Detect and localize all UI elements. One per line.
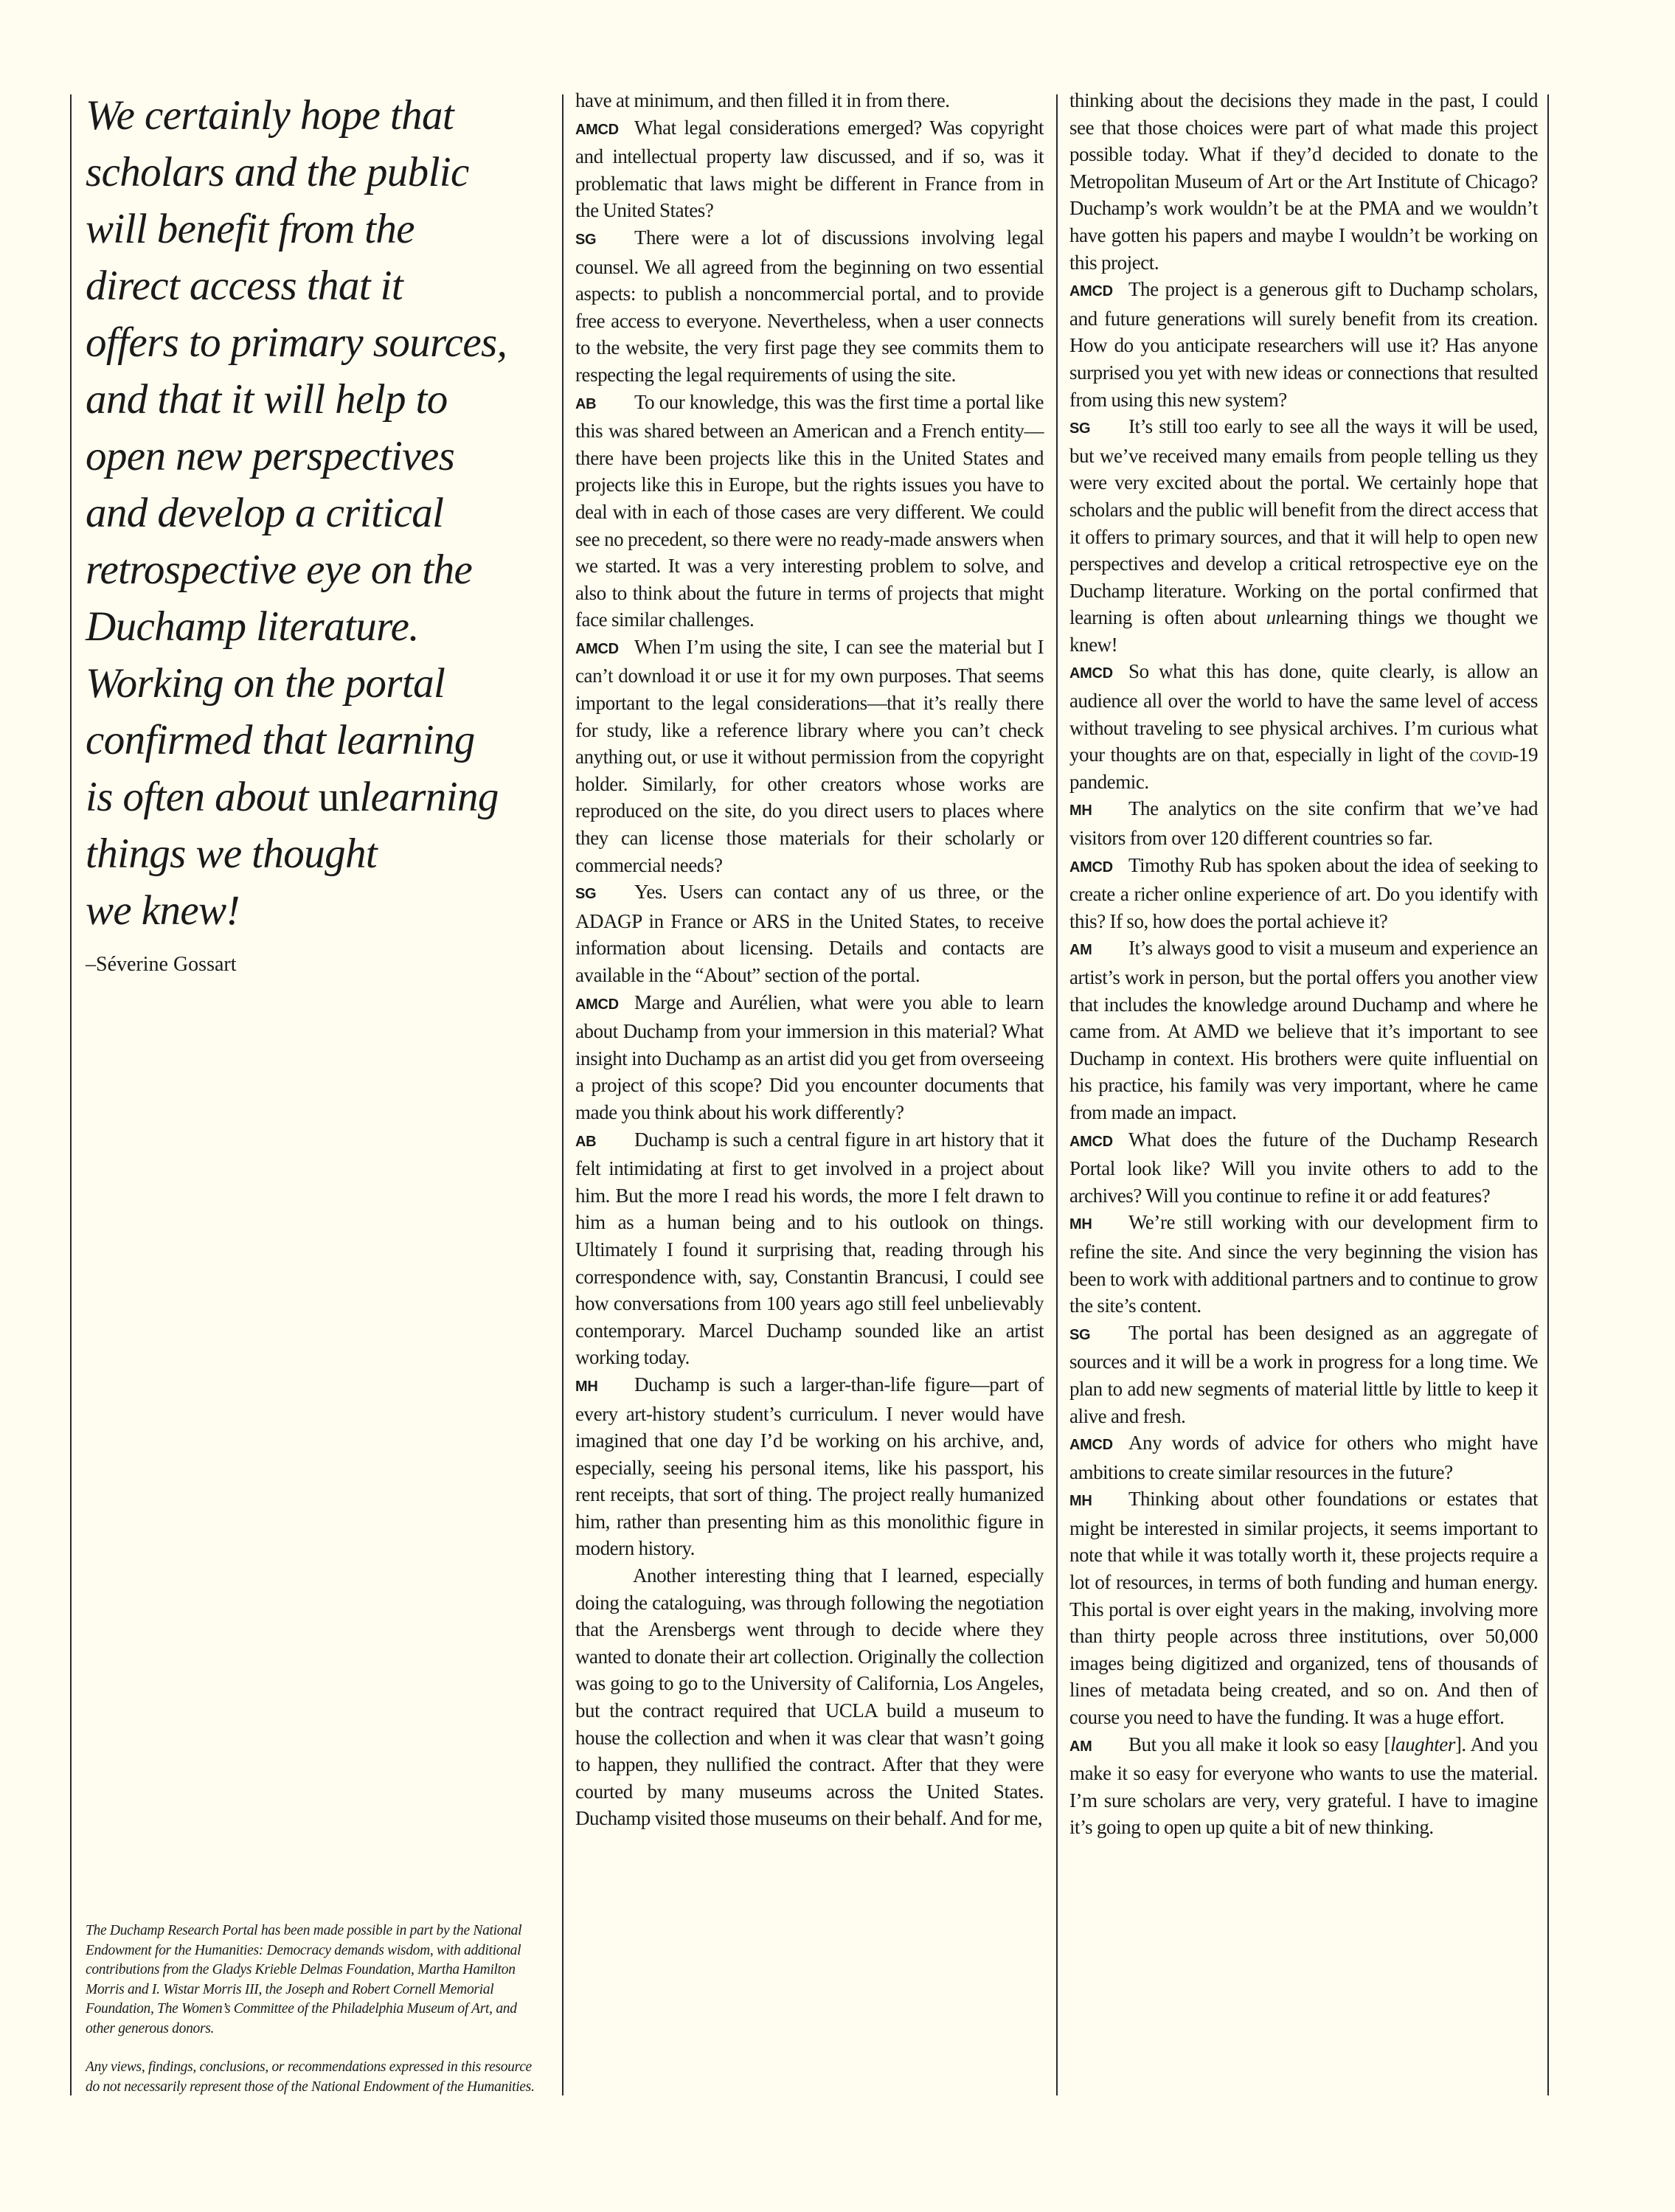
speaker-initials: MH — [1069, 1216, 1092, 1233]
speaker-initials: AMCD — [1069, 1437, 1113, 1454]
interview-turn — [1069, 935, 1538, 1126]
interview-turn — [1069, 1209, 1538, 1319]
pull-quote-line: open new perspectives — [86, 433, 455, 479]
turn-text: So what this has done, quite clearly, is allow an audience all over the world to have the same level of access without traveling to see physical archives. I’m curious what your thoughts are on that, especially in light of the — [1069, 660, 1538, 766]
pull-quote-line: Working on the portal — [86, 660, 445, 707]
speaker-initials: AM — [1069, 1738, 1092, 1755]
speaker-initials: AMCD — [575, 121, 619, 138]
continuation-text: thinking about the decisions they made in the past, I could see that those choices were part of what made this project possible today. What if they’d decided to donate to the Metropolitan Museum of Art or the Art Institute of Chicago? Duchamp’s work wouldn’t be at the PMA and we wouldn’t have gotten his papers and maybe I wouldn’t be working on this project. — [1069, 89, 1538, 274]
interview-turn — [1069, 852, 1538, 935]
emphasis-text: laughter — [1390, 1733, 1455, 1755]
speaker-initials: AMCD — [575, 640, 619, 657]
interview-turn — [575, 224, 1044, 389]
interview-turn — [1069, 795, 1538, 851]
speaker-initials: SG — [575, 886, 597, 903]
pull-quote-line: will benefit from the — [86, 206, 415, 252]
emphasis-text: un — [1266, 606, 1286, 629]
pull-quote-line: retrospective eye on the — [86, 547, 473, 593]
turn-text: Marge and Aurélien, what were you able to learn about Duchamp from your immersion in this material? What insight into Duchamp as an artist did you get from overseeing a project of this scope? Did you encounter documents that made you think about his work differently? — [575, 991, 1044, 1123]
speaker-initials: MH — [1069, 1493, 1092, 1510]
acknowledgement-text: The Duchamp Research Portal has been made possible in part by the National Endowment for the Humanities: Democracy demands wisdom, with additional contributions from the Gladys Krieble Delmas Foundation, Martha Hamilton Morris and I. Wistar Morris III, the Joseph and Robert Cornell Memorial Foundation, The Women’s Committee of the Philadelphia Museum of Art, and other generous donors. — [86, 1923, 522, 2036]
column-rule-right — [1547, 94, 1549, 2095]
column-rule-2-3 — [1056, 94, 1058, 2095]
pull-quote-line — [86, 769, 558, 825]
pull-quote-line: things we thought — [86, 831, 378, 877]
turn-text: It’s still too early to see all the ways it will be used, but we’ve received many emails from people telling us they were very excited about the portal. We certainly hope that scholars and the public will benefit from the direct access that it offers to primary sources, and that it will help to open new perspectives and develop a critical retrospective eye on the Duchamp literature. Working on the portal confirmed that learning is often about — [1069, 415, 1538, 629]
turn-text: Any words of advice for others who might have ambitions to create similar resources in the future? — [1069, 1432, 1538, 1483]
pull-quote-line: scholars and the public — [86, 149, 469, 195]
disclaimer-text: Any views, findings, conclusions, or recommendations expressed in this resource do not necessarily represent those of the National Endowment of the Humanities. — [86, 2059, 535, 2095]
turn-text: When I’m using the site, I can see the material but I can’t download it or use it for my own purposes. That seems important to the legal considerations—that it’s really there for study, like a reference library where you can’t check anything out, or use it without permission from the copyright holder. Similarly, for other creators whose works are reproduced on the site, do you direct users to places where they can license those materials for their scholarly or commercial needs? — [575, 635, 1044, 876]
turn-text: Timothy Rub has spoken about the idea of seeking to create a richer online experience of art. Do you identify with this? If so, how does the portal achieve it? — [1069, 853, 1538, 932]
pull-quote-line: and develop a critical — [86, 490, 444, 536]
column-rule-1-2 — [562, 94, 563, 2095]
interview-turn — [575, 878, 1044, 988]
turn-text: We’re still working with our development firm to refine the site. And since the very beginning the vision has been to work with additional partners and to continue to grow the site’s content. — [1069, 1211, 1538, 1317]
speaker-initials: AMCD — [1069, 665, 1113, 682]
speaker-initials: AMCD — [1069, 1133, 1113, 1150]
interview-turn — [1069, 276, 1538, 413]
pull-quote-line: and that it will help to — [86, 376, 448, 423]
interview-turn — [575, 1126, 1044, 1371]
interview-column-2 — [575, 87, 1044, 1832]
interview-turn — [1069, 1485, 1538, 1730]
speaker-initials: SG — [1069, 1326, 1091, 1343]
pull-quote-text: is often about — [86, 774, 319, 820]
interview-turn — [1069, 413, 1538, 658]
interview-turn — [1069, 658, 1538, 795]
column-rule-left — [70, 94, 72, 2095]
turn-text: Duchamp is such a central figure in art history that it felt intimidating at first to get involved in a project about him. But the more I read his words, the more I felt drawn to him as a human being and to his outlook on things. Ultimately I found it surprising that, reading through his correspondence with, say, Constantin Brancusi, I could see how conversations from 100 years ago still feel unbelievably contemporary. Marcel Duchamp sounded like an artist working today. — [575, 1128, 1044, 1369]
interview-turn — [1069, 1320, 1538, 1429]
turn-text: Thinking about other foundations or estates that might be interested in similar projects, it seems important to note that while it was totally worth it, these projects require a lot of resources, in terms of both funding and human energy. This portal is over eight years in the making, involving more than thirty people across three institutions, over 50,000 images being digitized and organized, tens of thousands of lines of metadata being created, and so on. And then of course you need to have the funding. It was a huge effort. — [1069, 1488, 1538, 1729]
interview-turn — [1069, 1126, 1538, 1210]
pull-quote-column — [86, 87, 558, 2097]
turn-text: Yes. Users can contact any of us three, or the ADAGP in France or ARS in the United States, to receive information about licensing. Details and contacts are available in the “About” section of the portal. — [575, 881, 1044, 986]
pull-quote-line: we knew! — [86, 887, 240, 934]
continuation-text: have at minimum, and then filled it in from there. — [575, 89, 950, 111]
turn-text: What does the future of the Duchamp Research Portal look like? Will you invite others to add to the archives? Will you continue to refine it or add features? — [1069, 1128, 1538, 1207]
indented-paragraph: Another interesting thing that I learned, especially doing the cataloguing, was through following the negotiation that the Arensbergs went through to decide where they wanted to donate their art collection. Originally the collection was going to go to the University of California, Los Angeles, but the contract required that UCLA build a museum to house the collection and when it was clear that wasn’t going to happen, they nullified the contract. After that they were courted by many museums across the United States. Duchamp visited those museums on their behalf. And for me, — [575, 1564, 1044, 1830]
interview-turn — [575, 1371, 1044, 1562]
turn-text: pandemic. — [1069, 770, 1149, 793]
pull-quote-line: Duchamp literature. — [86, 603, 419, 650]
turn-text: What legal considerations emerged? Was copyright and intellectual property law discussed, and if so, was it problematic that laws might be different in France from in the United States? — [575, 116, 1044, 222]
interview-turn — [575, 989, 1044, 1126]
interview-turn — [575, 114, 1044, 224]
interview-turn — [1069, 1731, 1538, 1841]
interview-turn — [575, 389, 1044, 634]
turn-text: It’s always good to visit a museum and experience an artist’s work in person, but the portal offers you another view that includes the knowledge around Duchamp and where he came from. At AMD we believe that it’s important to see Duchamp in context. His brothers were quite influential on his practice, his family was very important, where he came from made an impact. — [1069, 937, 1538, 1123]
speaker-initials: AB — [575, 395, 597, 412]
speaker-initials: AMCD — [1069, 859, 1113, 876]
speaker-initials: SG — [1069, 420, 1091, 437]
interview-turn — [575, 634, 1044, 878]
pull-quote-line: confirmed that learning — [86, 717, 475, 763]
funding-credits — [86, 1921, 543, 2097]
speaker-initials: AMCD — [1069, 283, 1113, 300]
turn-text: learning things we thought we knew! — [1069, 606, 1538, 656]
turn-text: There were a lot of discussions involving legal counsel. We all agreed from the beginning on two essential aspects: to publish a noncommercial portal, and to provide free access to everyone. Nevertheless, when a user connects to the website, the very first page they see commits them to respecting the legal requirements of using the site. — [575, 226, 1044, 386]
turn-text: To our knowledge, this was the first time a portal like this was shared between an American and a French entity—there have been projects like this in the United States and projects like this in Europe, but the rights issues you have to deal with in each of those cases are very different. We could see no precedent, so there were no ready-made answers when we started. It was a very interesting problem to solve, and also to think about the future in terms of projects that might face similar challenges. — [575, 390, 1044, 631]
interview-turn — [1069, 1429, 1538, 1485]
speaker-initials: MH — [1069, 802, 1092, 819]
speaker-initials: AMCD — [575, 996, 619, 1013]
turn-text: Duchamp is such a larger-than-life figure—part of every art-history student’s curriculum. I never would have imagined that one day I’d be working on his archive, and, especially, seeing his personal items, like his passport, his rent receipts, that sort of thing. The project really humanized him, rather than presenting him as this monolithic figure in modern history. — [575, 1373, 1044, 1560]
pull-quote-text: learning — [359, 774, 499, 820]
speaker-initials: AB — [575, 1133, 597, 1150]
turn-text: ]. And you make it so easy for everyone who wants to use the material. I’m sure scholars are very, very grateful. I have to imagine it’s going to open up quite a bit of new thinking. — [1069, 1733, 1538, 1839]
pull-quote — [86, 87, 558, 939]
speaker-initials: MH — [575, 1378, 598, 1395]
pull-quote-line: offers to primary sources, — [86, 319, 507, 366]
turn-text: But you all make it look so easy [ — [1128, 1733, 1390, 1755]
pull-quote-line: We certainly hope that — [86, 92, 454, 139]
smallcaps-text: covid-19 — [1469, 743, 1538, 766]
interview-column-3 — [1069, 87, 1538, 1841]
pull-quote-emphasis: un — [318, 774, 360, 820]
pull-quote-attribution: –Séverine Gossart — [86, 953, 237, 976]
speaker-initials: AM — [1069, 942, 1092, 959]
turn-text: The project is a generous gift to Duchamp scholars, and future generations will surely benefit from its creation. How do you anticipate researchers will use it? Has anyone surprised you yet with new ideas or connections that resulted from using this new system? — [1069, 278, 1538, 411]
speaker-initials: SG — [575, 231, 597, 248]
turn-text: The portal has been designed as an aggregate of sources and it will be a work in progress for a long time. We plan to add new segments of material little by little to keep it alive and fresh. — [1069, 1321, 1538, 1427]
turn-text: The analytics on the site confirm that we’ve had visitors from over 120 different countries so far. — [1069, 797, 1538, 850]
pull-quote-line: direct access that it — [86, 263, 403, 309]
